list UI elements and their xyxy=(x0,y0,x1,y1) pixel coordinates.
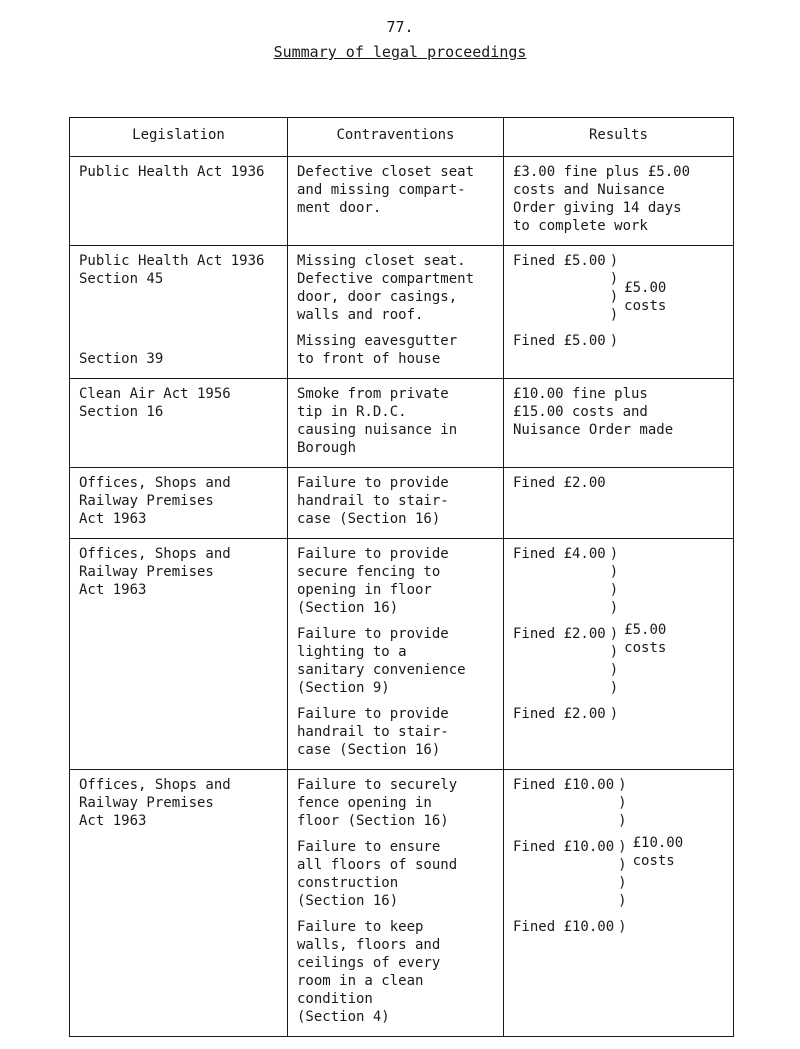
contravention-line: handrail to stair- xyxy=(297,493,449,509)
contravention-line: room in a clean xyxy=(297,973,424,989)
contravention-line: walls and roof. xyxy=(297,307,424,323)
contravention-line: door, door casings, xyxy=(297,289,458,305)
contravention-line: handrail to stair- xyxy=(297,724,449,740)
contravention-line: tip in R.D.C. xyxy=(297,404,407,420)
legislation-line: Public Health Act 1936 xyxy=(79,164,265,180)
contravention-line: opening in floor xyxy=(297,582,432,598)
legislation-cell xyxy=(70,539,288,770)
contravention-line: secure fencing to xyxy=(297,564,441,580)
fine-line: Fined £4.00 xyxy=(513,546,606,562)
contravention-line: Failure to provide xyxy=(297,546,449,562)
contraventions-cell xyxy=(288,770,504,1037)
result-line: costs and Nuisance xyxy=(513,182,665,198)
table-row xyxy=(70,379,734,468)
contravention-line: Failure to provide xyxy=(297,626,449,642)
costs-label: costs xyxy=(624,640,667,656)
legislation-line: Offices, Shops and xyxy=(79,546,231,562)
contravention-line: Failure to ensure xyxy=(297,839,441,855)
contravention-line: condition xyxy=(297,991,373,1007)
costs-amount: £10.00 xyxy=(632,835,684,851)
legislation-line: Act 1963 xyxy=(79,511,147,527)
contravention-line: Failure to keep xyxy=(297,919,424,935)
result-line: Fined £2.00 xyxy=(513,475,606,491)
results-cell xyxy=(504,770,734,1037)
fine-line: Fined £10.00 xyxy=(513,777,615,793)
table-row xyxy=(70,539,734,770)
results-cell xyxy=(504,157,734,246)
legislation-line: Offices, Shops and xyxy=(79,777,231,793)
bracket-icon: ) ) ) ) ) ) ) ) ) xyxy=(609,546,619,722)
legislation-cell xyxy=(70,157,288,246)
grouped-results xyxy=(513,252,725,350)
fine-line: Fined £5.00 xyxy=(513,333,606,349)
contravention-line: case (Section 16) xyxy=(297,511,441,527)
contraventions-cell xyxy=(288,468,504,539)
contravention-line: Failure to securely xyxy=(297,777,458,793)
proceedings-table xyxy=(69,117,734,1037)
legislation-cell xyxy=(70,468,288,539)
bracket-icon: ) ) ) ) ) xyxy=(609,253,619,349)
legislation-line: Railway Premises xyxy=(79,564,214,580)
contravention-line: and missing compart- xyxy=(297,182,466,198)
costs-amount: £5.00 xyxy=(624,622,667,638)
table-row xyxy=(70,770,734,1037)
costs-label: costs xyxy=(632,853,675,869)
contraventions-cell xyxy=(288,539,504,770)
legislation-line: Section 39 xyxy=(79,351,164,367)
grouped-results xyxy=(513,776,725,936)
contravention-line: case (Section 16) xyxy=(297,742,441,758)
table-row xyxy=(70,157,734,246)
legislation-line: Act 1963 xyxy=(79,813,147,829)
bracket-icon: ) ) ) ) ) ) ) ) xyxy=(618,777,627,935)
contravention-line: sanitary convenience xyxy=(297,662,466,678)
contraventions-cell xyxy=(288,379,504,468)
header-legislation: Legislation xyxy=(70,118,288,157)
table-row xyxy=(70,246,734,379)
contravention-line: (Section 4) xyxy=(297,1009,390,1025)
header-results: Results xyxy=(504,118,734,157)
grouped-results xyxy=(513,545,725,723)
contravention-line: ment door. xyxy=(297,200,382,216)
legislation-line: Clean Air Act 1956 xyxy=(79,386,231,402)
fine-line: Fined £5.00 xyxy=(513,253,606,269)
contravention-line: all floors of sound xyxy=(297,857,458,873)
result-line: £15.00 costs and xyxy=(513,404,648,420)
header-contraventions: Contraventions xyxy=(288,118,504,157)
result-line: to complete work xyxy=(513,218,648,234)
result-line: £10.00 fine plus xyxy=(513,386,648,402)
fine-line: Fined £10.00 xyxy=(513,839,615,855)
results-cell xyxy=(504,379,734,468)
fine-line: Fined £2.00 xyxy=(513,706,606,722)
result-line: £3.00 fine plus £5.00 xyxy=(513,164,691,180)
results-cell xyxy=(504,539,734,770)
table-row xyxy=(70,468,734,539)
contravention-line: Missing closet seat. xyxy=(297,253,466,269)
results-cell xyxy=(504,246,734,379)
legislation-line: Section 45 xyxy=(79,271,164,287)
contravention-line: (Section 16) xyxy=(297,893,399,909)
contravention-line: Failure to provide xyxy=(297,475,449,491)
costs-amount: £5.00 xyxy=(624,280,667,296)
contravention-line: Missing eavesgutter xyxy=(297,333,458,349)
result-line: Order giving 14 days xyxy=(513,200,682,216)
contravention-line: ceilings of every xyxy=(297,955,441,971)
legislation-line: Section 16 xyxy=(79,404,164,420)
results-cell xyxy=(504,468,734,539)
contravention-line: Borough xyxy=(297,440,357,456)
contraventions-cell xyxy=(288,157,504,246)
contravention-line: walls, floors and xyxy=(297,937,441,953)
legislation-line: Act 1963 xyxy=(79,582,147,598)
contravention-line: Smoke from private xyxy=(297,386,449,402)
legislation-line: Offices, Shops and xyxy=(79,475,231,491)
contravention-line: Defective compartment xyxy=(297,271,475,287)
legislation-line: Railway Premises xyxy=(79,795,214,811)
result-line: Nuisance Order made xyxy=(513,422,674,438)
contravention-line: construction xyxy=(297,875,399,891)
fine-line: Fined £2.00 xyxy=(513,626,606,642)
contravention-line: Failure to provide xyxy=(297,706,449,722)
legislation-line: Public Health Act 1936 xyxy=(79,253,265,269)
legislation-line: Railway Premises xyxy=(79,493,214,509)
page-title: Summary of legal proceedings xyxy=(273,43,527,61)
contraventions-cell xyxy=(288,246,504,379)
contravention-line: floor (Section 16) xyxy=(297,813,449,829)
contravention-line: causing nuisance in xyxy=(297,422,458,438)
fine-line: Fined £10.00 xyxy=(513,919,615,935)
legislation-cell xyxy=(70,246,288,379)
contravention-line: Defective closet seat xyxy=(297,164,475,180)
contravention-line: to front of house xyxy=(297,351,441,367)
legislation-cell xyxy=(70,379,288,468)
contravention-line: (Section 16) xyxy=(297,600,399,616)
contravention-line: (Section 9) xyxy=(297,680,390,696)
contravention-line: lighting to a xyxy=(297,644,407,660)
costs-label: costs xyxy=(624,298,667,314)
table-header-row xyxy=(70,118,734,157)
legislation-cell xyxy=(70,770,288,1037)
contravention-line: fence opening in xyxy=(297,795,432,811)
page-number: 77. xyxy=(386,18,414,36)
